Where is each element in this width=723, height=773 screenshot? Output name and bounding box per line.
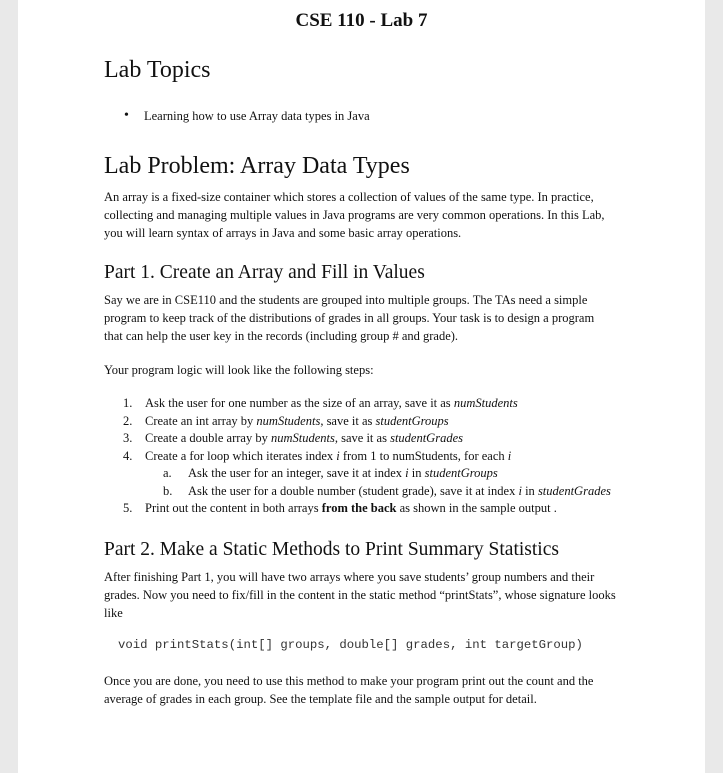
paragraph-line: that can help the user key in the records (including group # and grade). bbox=[104, 329, 459, 343]
paragraph-line: collecting and managing multiple values in Java programs are very common operations. In this Lab, bbox=[104, 208, 605, 222]
paragraph-line: you will learn syntax of arrays in Java and some basic array operations. bbox=[104, 226, 462, 240]
substep-a: a. Ask the user for an integer, save it at index i in studentGroups bbox=[163, 466, 498, 480]
paragraph-line: grades. Now you need to fix/fill in the content in the static method “printStats”, whose signature looks bbox=[104, 588, 616, 602]
part1-heading: Part 1. Create an Array and Fill in Values bbox=[104, 262, 425, 283]
step-1: 1. Ask the user for one number as the size of an array, save it as numStudents bbox=[123, 396, 518, 410]
paragraph-line: average of grades in each group. See the template file and the sample output for detail. bbox=[104, 692, 537, 706]
steps-list bbox=[120, 395, 680, 518]
topics-list bbox=[104, 109, 370, 124]
paragraph-line: After finishing Part 1, you will have two arrays where you save students’ group numbers and their bbox=[104, 570, 595, 584]
lab-topics-heading: Lab Topics bbox=[104, 57, 211, 83]
substep-b: b. Ask the user for a double number (student grade), save it at index i in studentGrades bbox=[163, 483, 611, 498]
step-4: 4. Create a for loop which iterates index i from 1 to numStudents, for each i bbox=[123, 448, 512, 463]
step-3: 3. Create a double array by numStudents, save it as studentGrades bbox=[123, 431, 463, 445]
paragraph-line: An array is a fixed-size container which stores a collection of values of the same type. In practice, bbox=[104, 190, 594, 204]
method-signature-code: void printStats(int[] groups, double[] grades, int targetGroup) bbox=[118, 638, 583, 652]
list-item: • Learning how to use Array data types in Java bbox=[104, 109, 370, 124]
paragraph-line: program to keep track of the distributions of grades in all groups. Your task is to design a program bbox=[104, 311, 595, 325]
step-2: 2. Create an int array by numStudents, save it as studentGroups bbox=[123, 413, 449, 428]
paragraph-line: Once you are done, you need to use this method to make your program print out the count and the bbox=[104, 674, 594, 688]
part2-paragraph bbox=[104, 568, 624, 622]
lab-problem-heading: Lab Problem: Array Data Types bbox=[104, 153, 410, 179]
paragraph-line: Say we are in CSE110 and the students are grouped into multiple groups. The TAs need a simple bbox=[104, 293, 588, 307]
problem-paragraph bbox=[104, 188, 624, 242]
closing-paragraph bbox=[104, 672, 624, 708]
part2-heading: Part 2. Make a Static Methods to Print Summary Statistics bbox=[104, 539, 559, 560]
part1-paragraph bbox=[104, 291, 624, 345]
step-5: 5. Print out the content in both arrays from the back as shown in the sample output . bbox=[123, 501, 557, 515]
page-title: CSE 110 - Lab 7 bbox=[295, 10, 428, 31]
paragraph-line: like bbox=[104, 606, 123, 620]
steps-intro: Your program logic will look like the following steps: bbox=[104, 363, 374, 377]
document-page bbox=[18, 0, 705, 773]
